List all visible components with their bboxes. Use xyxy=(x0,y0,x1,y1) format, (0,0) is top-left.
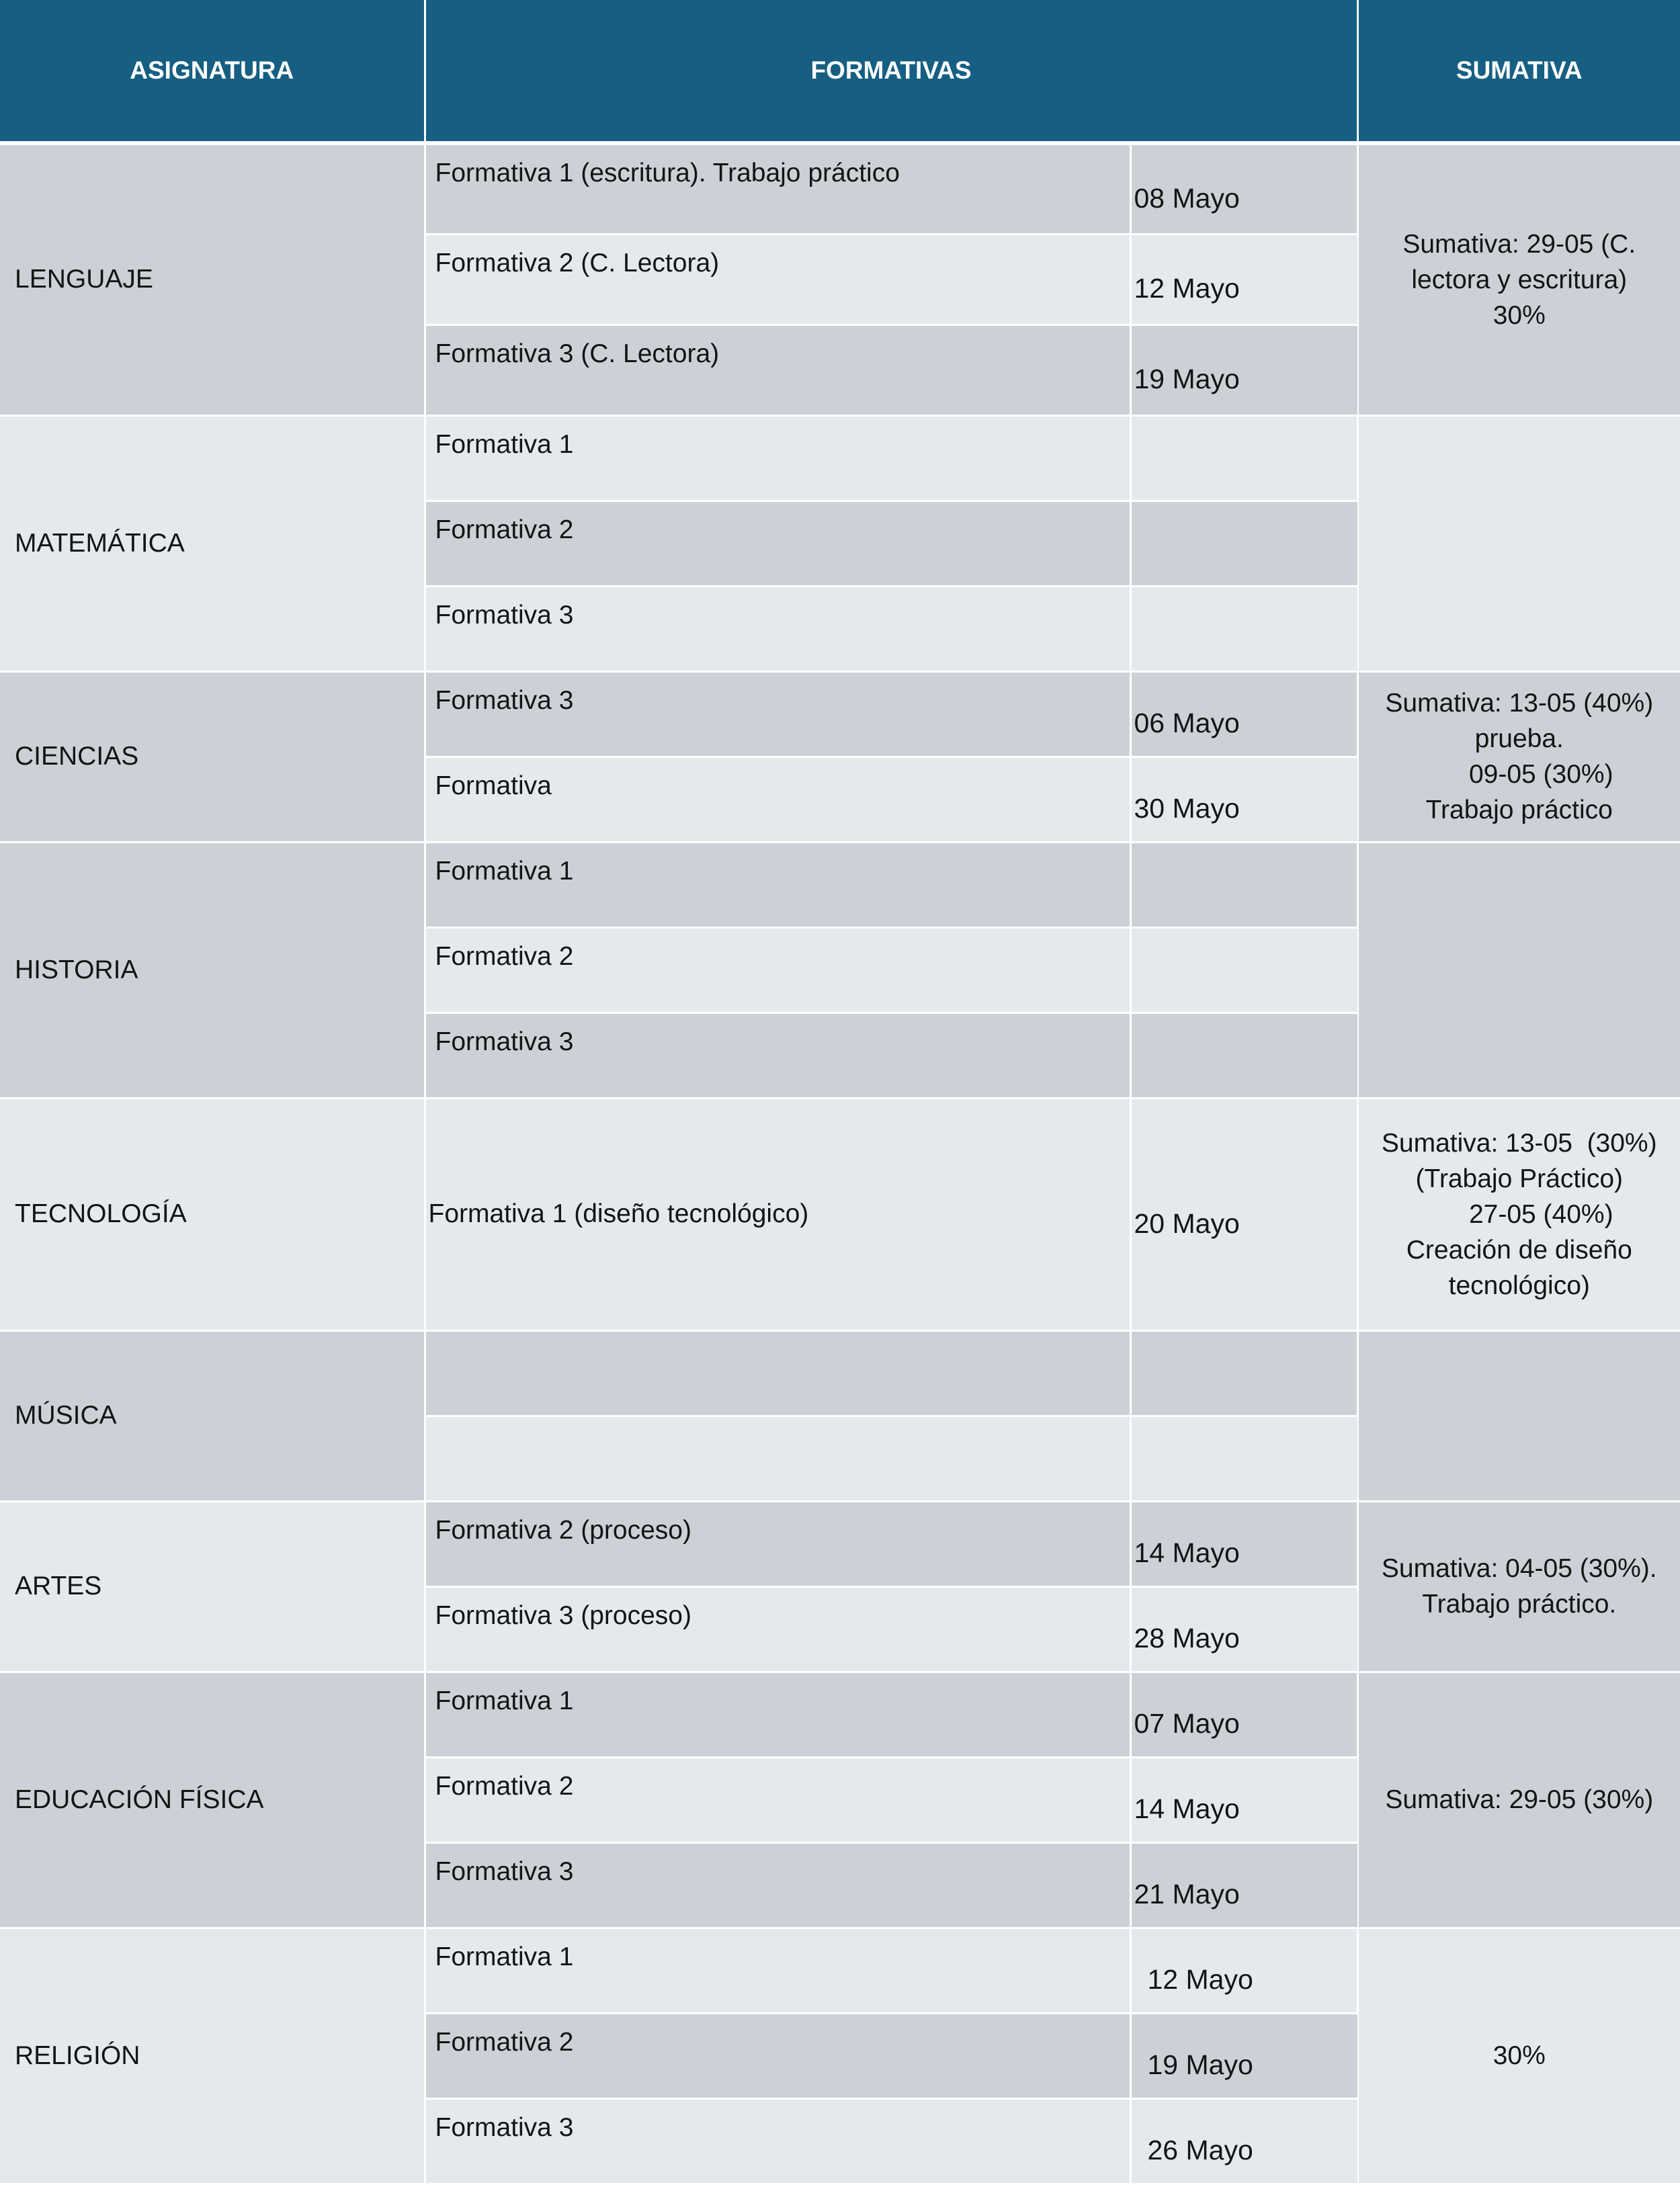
formative-date xyxy=(1130,501,1357,586)
formative-date: 19 Mayo xyxy=(1130,325,1357,415)
formative-date xyxy=(1130,842,1357,927)
summative-line: 30% xyxy=(1493,2041,1546,2070)
formative-date: 28 Mayo xyxy=(1130,1586,1357,1672)
formative-date: 14 Mayo xyxy=(1130,1501,1357,1586)
subject-ciencias: CIENCIAS xyxy=(0,671,425,842)
formative-label: Formativa 2 xyxy=(425,501,1130,586)
table-row xyxy=(0,842,1680,927)
table-row xyxy=(0,143,1680,234)
formative-label: Formativa 3 xyxy=(425,1842,1130,1928)
subject-artes: ARTES xyxy=(0,1501,425,1672)
summative-line: Sumativa: 13-05 (30%) xyxy=(1381,1128,1657,1158)
summative-line: Sumativa: 13-05 (40%) xyxy=(1385,689,1654,718)
subject-musica: MÚSICA xyxy=(0,1330,425,1501)
formative-label: Formativa 3 xyxy=(425,671,1130,757)
summative-line: prueba. xyxy=(1474,724,1564,753)
formative-label: Formativa 1 (escritura). Trabajo práctico xyxy=(425,143,1130,234)
table-row xyxy=(0,1098,1680,1330)
formative-label: Formativa 3 (C. Lectora) xyxy=(425,325,1130,415)
formative-date: 21 Mayo xyxy=(1130,1842,1357,1928)
summative-line: (Trabajo Práctico) xyxy=(1415,1164,1623,1193)
formative-label: Formativa 1 xyxy=(425,842,1130,927)
summative-line: 27-05 (40%) xyxy=(1425,1199,1613,1229)
formative-label: Formativa 1 (diseño tecnológico) xyxy=(425,1098,1130,1330)
table-row xyxy=(0,1928,1680,2013)
header-summative: SUMATIVA xyxy=(1357,0,1680,143)
subject-tecnologia: TECNOLOGÍA xyxy=(0,1098,425,1330)
formative-date: 30 Mayo xyxy=(1130,757,1357,842)
summative-line: 09-05 (30%) xyxy=(1425,760,1613,789)
formative-date: 06 Mayo xyxy=(1130,671,1357,757)
formative-label: Formativa 2 xyxy=(425,2013,1130,2098)
subject-lenguaje: LENGUAJE xyxy=(0,143,425,415)
summative-musica xyxy=(1357,1330,1680,1501)
formative-label: Formativa xyxy=(425,757,1130,842)
formative-date: 26 Mayo xyxy=(1130,2098,1357,2184)
formative-date xyxy=(1130,415,1357,501)
summative-educacion-fisica xyxy=(1357,1672,1680,1928)
formative-date: 19 Mayo xyxy=(1130,2013,1357,2098)
formative-label: Formativa 3 xyxy=(425,1013,1130,1098)
formative-date: 08 Mayo xyxy=(1130,143,1357,234)
formative-label: Formativa 3 xyxy=(425,2098,1130,2184)
formative-label: Formativa 3 (proceso) xyxy=(425,1586,1130,1672)
formative-date: 20 Mayo xyxy=(1130,1098,1357,1330)
formative-label: Formativa 1 xyxy=(425,415,1130,501)
summative-historia xyxy=(1357,842,1680,1098)
formative-date xyxy=(1130,1013,1357,1098)
formative-label-empty xyxy=(425,1330,1130,1416)
formative-date xyxy=(1130,586,1357,671)
formative-date-empty xyxy=(1130,1416,1357,1501)
formative-label: Formativa 1 xyxy=(425,1672,1130,1757)
summative-matematica xyxy=(1357,415,1680,671)
summative-line: 30% xyxy=(1493,300,1546,330)
formative-label: Formativa 2 (proceso) xyxy=(425,1501,1130,1586)
formative-date-empty xyxy=(1130,1330,1357,1416)
table-row xyxy=(0,671,1680,757)
header-row xyxy=(0,0,1680,143)
summative-tecnologia xyxy=(1357,1098,1680,1330)
formative-label: Formativa 3 xyxy=(425,586,1130,671)
formative-label: Formativa 2 xyxy=(425,927,1130,1013)
table-row xyxy=(0,1501,1680,1586)
formative-date: 14 Mayo xyxy=(1130,1757,1357,1842)
summative-line: Sumativa: 29-05 (C. xyxy=(1402,229,1636,259)
table-row xyxy=(0,1672,1680,1757)
summative-line: Trabajo práctico. xyxy=(1422,1590,1617,1619)
summative-religion xyxy=(1357,1928,1680,2184)
subject-historia: HISTORIA xyxy=(0,842,425,1098)
summative-lenguaje xyxy=(1357,143,1680,415)
subject-educacion-fisica: EDUCACIÓN FÍSICA xyxy=(0,1672,425,1928)
summative-line: Trabajo práctico xyxy=(1425,796,1613,824)
header-formatives: FORMATIVAS xyxy=(425,0,1357,143)
formative-date: 12 Mayo xyxy=(1130,1928,1357,2013)
summative-line: Sumativa: 29-05 (30%) xyxy=(1385,1785,1654,1814)
summative-artes xyxy=(1357,1501,1680,1672)
subject-matematica: MATEMÁTICA xyxy=(0,415,425,671)
header-subject: ASIGNATURA xyxy=(0,0,425,143)
table-row xyxy=(0,415,1680,501)
summative-line: Creación de diseño xyxy=(1406,1235,1632,1265)
summative-line: lectora y escritura) xyxy=(1411,265,1628,294)
formative-date: 07 Mayo xyxy=(1130,1672,1357,1757)
formative-date: 12 Mayo xyxy=(1130,234,1357,325)
formative-date xyxy=(1130,927,1357,1013)
summative-line: Sumativa: 04-05 (30%). xyxy=(1381,1554,1657,1583)
formative-label-empty xyxy=(425,1416,1130,1501)
summative-line: tecnológico) xyxy=(1448,1271,1590,1300)
table-row xyxy=(0,1330,1680,1416)
formative-label: Formativa 1 xyxy=(425,1928,1130,2013)
summative-ciencias xyxy=(1357,671,1680,842)
formative-label: Formativa 2 xyxy=(425,1757,1130,1842)
formative-label: Formativa 2 (C. Lectora) xyxy=(425,234,1130,325)
subject-religion: RELIGIÓN xyxy=(0,1928,425,2184)
